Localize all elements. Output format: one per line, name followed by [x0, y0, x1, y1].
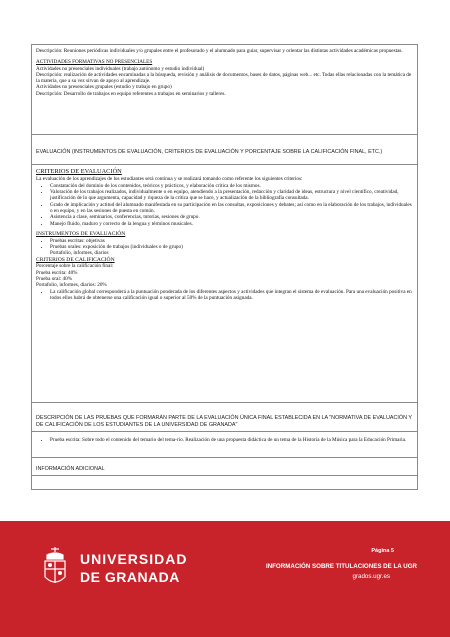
list-item: • Constatación del dominio de los contenidos, teóricos y prácticos, y elaboración crítica de los mismos. [50, 183, 413, 189]
document-page [31, 44, 418, 490]
footer-banner [0, 521, 450, 637]
list-item: • Pruebas escritas: objetivas [50, 238, 413, 244]
unica-list [36, 437, 413, 443]
adicional-header [31, 458, 418, 476]
evaluation-header [31, 135, 418, 165]
calificacion-escrita: Prueba escrita: 40% [36, 269, 78, 276]
calificacion-oral: Prueba oral: 40% [36, 276, 73, 283]
list-item: • Valoración de los trabajos realizados, individualmente o en equipo, atendiendo a la presentación, redacción y claridad de ideas, estructura y nivel científico, creatividad, justificación de lo que argumenta, capacidad y riqueza de la crítica que se hace, y actualización de la bibliografía consultada. [50, 189, 413, 202]
list-item: • Pruebas orales: exposición de trabajos (individuales o de grupo) [50, 244, 413, 250]
evaluation-body [31, 165, 418, 403]
criterios-intro: La evaluación de los aprendizajes de los estudiantes será continua y se realizará tomando como referente los siguientes criterios: [36, 175, 303, 182]
list-item: • La calificación global corresponderá a la puntuación ponderada de los diferentes aspectos y actividades que integran el sistema de evaluación. Para una evaluación positiva en todos ellos habrá de obtenerse una calificación igual o superior al 50% de la puntuación asignada. [50, 289, 413, 302]
calificacion-title: CRITERIOS DE CALIFICACIÓN [36, 256, 115, 263]
website-link[interactable]: grados.ugr.es [352, 573, 390, 580]
university-wordmark-top: UNIVERSIDAD [80, 551, 188, 567]
university-wordmark-bottom: DE GRANADA [80, 569, 180, 585]
adicional-body [31, 476, 418, 490]
unica-header [31, 403, 418, 432]
nopresenciales-grupal: Actividades no presenciales grupales (estudio y trabajo en grupo) [36, 84, 172, 91]
titulaciones-info: INFORMACIÓN SOBRE TITULACIONES DE LA UGR [265, 563, 417, 570]
calificacion-intro: Porcentaje sobre la calificación final: [36, 263, 114, 270]
instrumentos-title: INSTRUMENTOS DE EVALUACIÓN [36, 230, 126, 237]
portafolio-text: Portafolio, informes, diarios [50, 250, 109, 257]
adicional-header-text: INFORMACIÓN ADICIONAL [36, 466, 105, 472]
nopresenciales-title: ACTIVIDADES FORMATIVAS NO PRESENCIALES [36, 59, 153, 66]
list-item: • Asistencia a clase, seminarios, conferencias, tutorías, sesiones de grupo. [50, 214, 413, 220]
nopresenciales-individual: Actividades no presenciales individuales (trabajo autónomo y estudio individual) [36, 65, 205, 72]
page-number: Página 5 [371, 548, 394, 554]
criterios-title: CRITERIOS DE EVALUACIÓN [36, 168, 122, 175]
calificacion-notes [36, 289, 413, 302]
unica-header-text: DESCRIPCIÓN DE LAS PRUEBAS QUE FORMARÁN PARTE DE LA EVALUACIÓN ÚNICA FINAL ESTABLECIDA EN LA "NORMATIVA DE EVALUACIÓN Y DE CALIFICACIÓN DE LOS ESTUDIANTES DE LA UNIVERSIDAD DE GRANADA" [36, 415, 412, 428]
university-crest-icon [40, 545, 70, 589]
list-item: • Manejo fluido, maduro y correcto de la lengua y términos musicales. [50, 221, 413, 227]
tutorias-description: Descripción: Reuniones periódicas individuales y/o grupales entre el profesorado y el alumnado para guiar, supervisar y orientar las distintas actividades académicas propuestas. [36, 48, 403, 54]
grupal-description: Descripción: Desarrollo de trabajos en equipo referentes a trabajos en seminarios y talleres. [36, 90, 226, 97]
evaluation-header-text: EVALUACIÓN (INSTRUMENTOS DE EVALUACIÓN, CRITERIOS DE EVALUACIÓN Y PORCENTAJE SOBRE LA CALIFICACIÓN FINAL, ETC.) [36, 149, 383, 155]
unica-body [31, 432, 418, 458]
criterios-list [36, 183, 413, 227]
activities-block [31, 44, 418, 135]
list-item: • Prueba escrita: Sobre todo el contenido del temario del tema-rio. Realización de una propuesta didáctica de un tema de la Historia de la Música para la Educación Primaria. [50, 437, 413, 443]
individual-description: Descripción: realización de actividades encaminadas a la búsqueda, revisión y análisis de documentos, bases de datos, páginas web... etc. Todas ellas relacionadas con la temática de la materia, que a su vez sirvan de apoyo al aprendizaje. [36, 71, 412, 85]
list-item: • Grado de implicación y actitud del alumnado manifestada en su participación en las consultas, exposiciones y debates; así como en la elaboración de los trabajos, individuales o en equipo, y en las sesiones de puesta en común. [50, 202, 413, 215]
instrumentos-list [36, 238, 413, 251]
calificacion-portafolio: Portafolio, informes, diarios: 20% [36, 282, 107, 289]
